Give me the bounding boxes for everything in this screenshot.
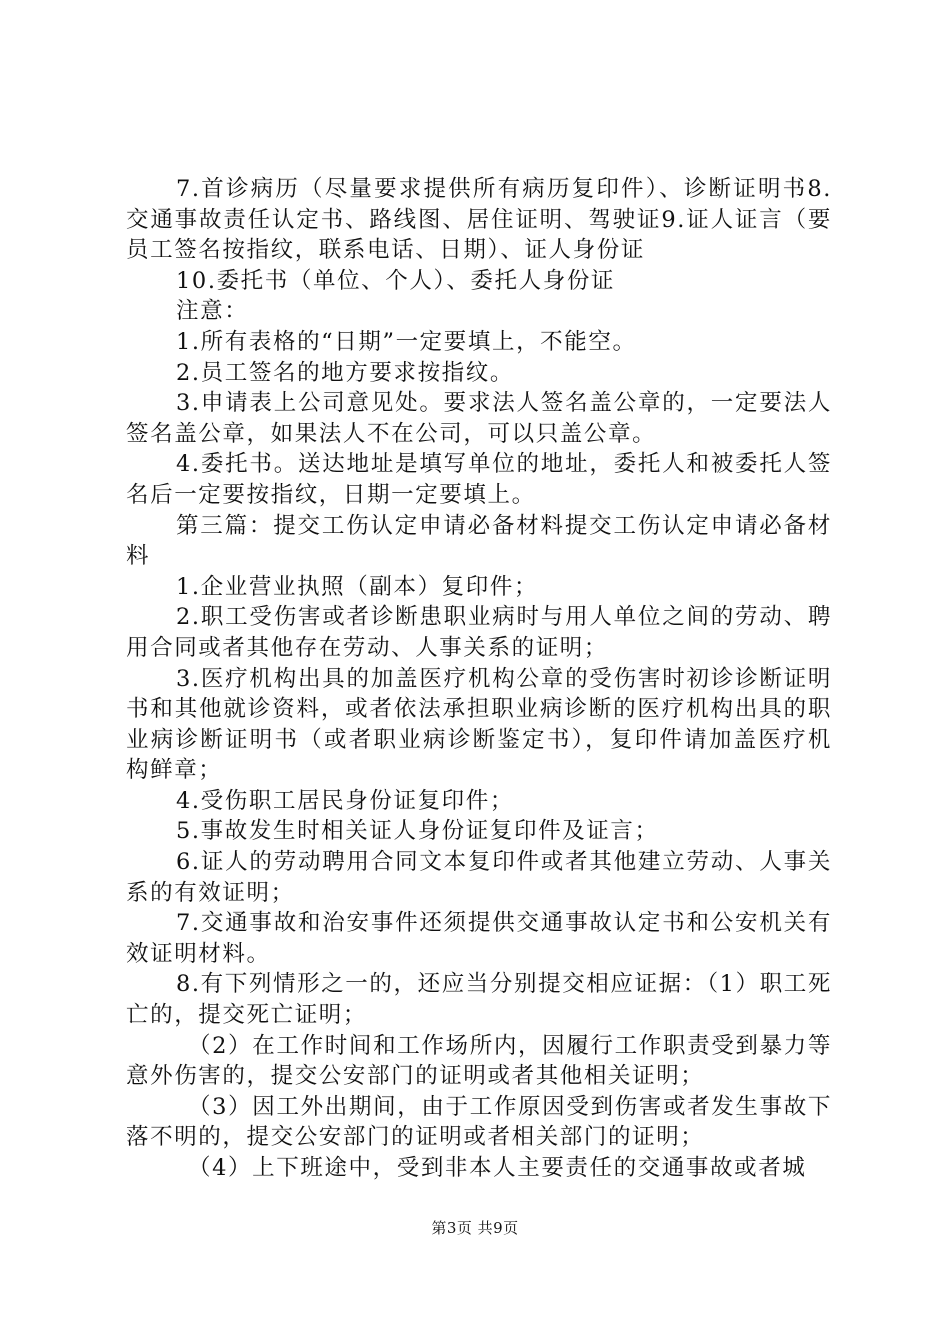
paragraph: 8.有下列情形之一的，还应当分别提交相应证据：（1）职工死亡的，提交死亡证明； bbox=[126, 971, 832, 1029]
paragraph: 1.所有表格的“日期”一定要填上，不能空。 bbox=[176, 328, 637, 355]
paragraph: （4）上下班途中，受到非本人主要责任的交通事故或者城 bbox=[188, 1155, 807, 1181]
paragraph: 10.委托书（单位、个人）、委托人身份证 bbox=[176, 267, 616, 294]
page-number-footer: 第3页 共9页 bbox=[431, 1219, 519, 1237]
paragraph: 5.事故发生时相关证人身份证复印件及证言； bbox=[176, 818, 659, 845]
paragraph: 2.员工签名的地方要求按指纹。 bbox=[176, 359, 514, 386]
paragraph: （3）因工外出期间，由于工作原因受到伤害或者发生事故下落不明的，提交公安部门的证明或者相关部门的证明； bbox=[126, 1093, 832, 1151]
document-body bbox=[126, 174, 832, 1184]
paragraph: 3.医疗机构出具的加盖医疗机构公章的受伤害时初诊诊断证明书和其他就诊资料，或者依法承担职业病诊断的医疗机构出具的职业病诊断证明书（或者职业病诊断鉴定书），复印件请加盖医疗机构鲜章； bbox=[126, 665, 832, 784]
paragraph: 1.企业营业执照（副本）复印件； bbox=[176, 573, 539, 600]
paragraph: 注意： bbox=[176, 298, 249, 325]
paragraph: 7.首诊病历（尽量要求提供所有病历复印件）、诊断证明书8.交通事故责任认定书、路线图、居住证明、驾驶证9.证人证言（要员工签名按指纹，联系电话、日期）、证人身份证 bbox=[126, 176, 832, 264]
paragraph: 4.委托书。送达地址是填写单位的地址，委托人和被委托人签名后一定要按指纹，日期一定要填上。 bbox=[126, 451, 832, 508]
paragraph: 7.交通事故和治安事件还须提供交通事故认定书和公安机关有效证明材料。 bbox=[126, 910, 832, 967]
paragraph: 3.申请表上公司意见处。要求法人签名盖公章的，一定要法人签名盖公章，如果法人不在公司，可以只盖公章。 bbox=[126, 390, 832, 447]
paragraph: 4.受伤职工居民身份证复印件； bbox=[176, 787, 514, 814]
paragraph: （2）在工作时间和工作场所内，因履行工作职责受到暴力等意外伤害的，提交公安部门的证明或者其他相关证明； bbox=[126, 1032, 832, 1090]
paragraph: 2.职工受伤害或者诊断患职业病时与用人单位之间的劳动、聘用合同或者其他存在劳动、人事关系的证明； bbox=[126, 604, 832, 661]
paragraph: 6.证人的劳动聘用合同文本复印件或者其他建立劳动、人事关系的有效证明； bbox=[126, 849, 832, 906]
section-heading: 第三篇：提交工伤认定申请必备材料提交工伤认定申请必备材料 bbox=[126, 512, 832, 570]
